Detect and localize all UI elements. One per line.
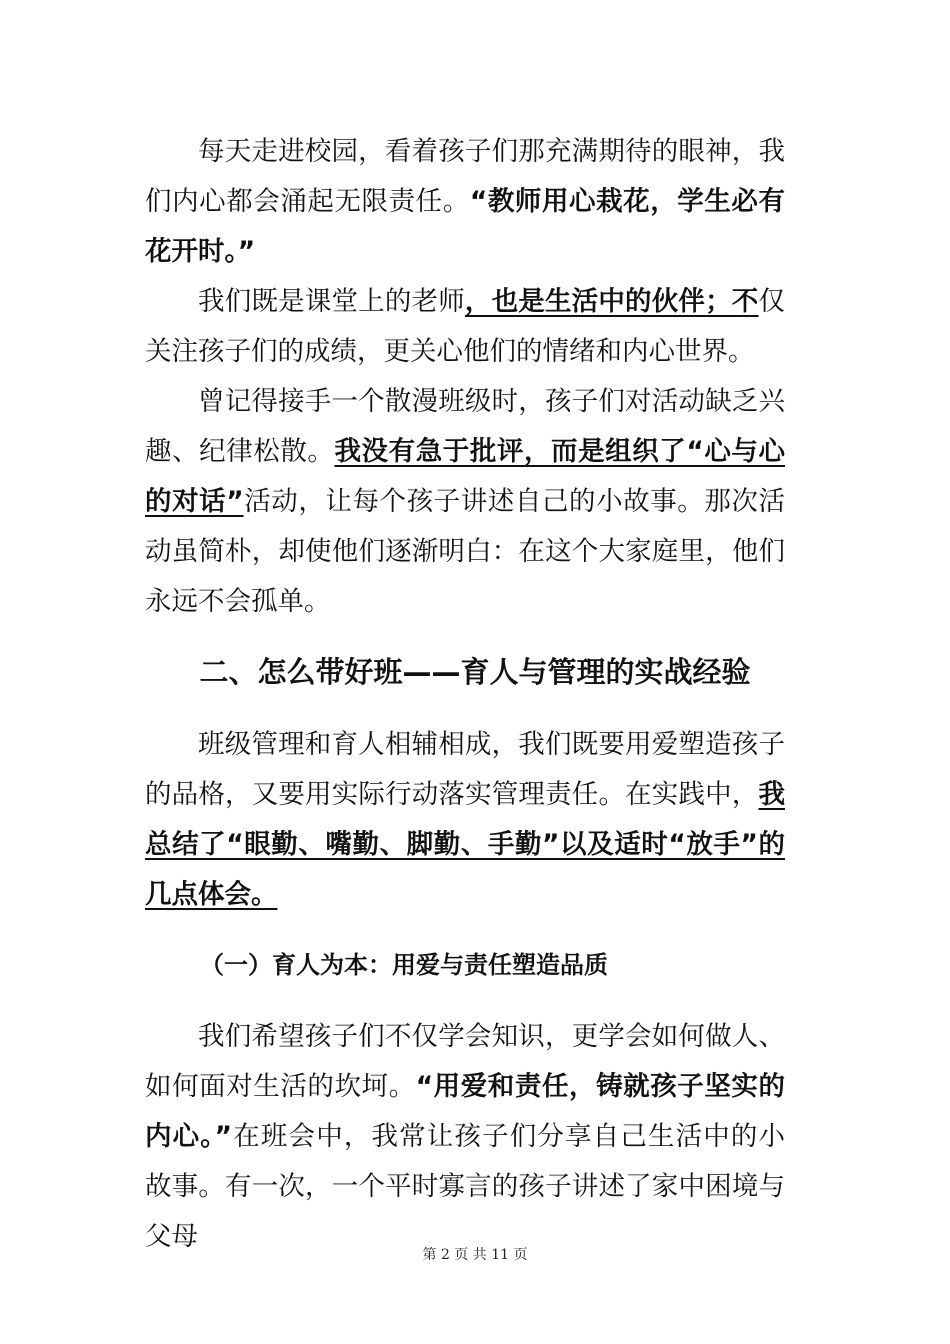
paragraph-2-emphasis: ，也是生活中的伙伴；不 (464, 286, 759, 317)
section-heading: 二、怎么带好班——育人与管理的实战经验 (199, 655, 751, 689)
paragraph-4-text: 班级管理和育人相辅相成，我们既要用爱塑造孩子的品格，又要用实际行动落实管理责任。在实践中， (145, 729, 785, 810)
page-footer: 第 2 页 共 11 页 (422, 1247, 528, 1263)
paragraph-3-emphasis: 我没有急于批评，而是组织了“心与心的对话” (145, 436, 785, 517)
paragraph-2-text-rest: 仅关注孩子们的成绩，更关心他们的情绪和内心世界。 (145, 286, 786, 367)
paragraph-2 (145, 277, 785, 377)
paragraph-3-text-rest: 活动，让每个孩子讲述自己的小故事。那次活动虽简朴，却使他们逐渐明白：在这个大家庭里，他们永远不会孤单。 (145, 486, 785, 617)
paragraph-3 (145, 377, 785, 627)
paragraph-5-quote: “用爱和责任，铸就孩子坚实的内心。” (145, 1071, 785, 1152)
paragraph-1-quote: “教师用心栽花，学生必有花开时。” (145, 186, 785, 267)
paragraph-4 (145, 720, 785, 920)
paragraph-2-text: 我们既是课堂上的老师 (198, 286, 465, 317)
paragraph-1 (145, 127, 785, 277)
paragraph-1-text: 每天走进校园，看着孩子们那充满期待的眼神，我们内心都会涌起无限责任。 (145, 136, 785, 217)
subsection-heading: （一）育人为本：用爱与责任塑造品质 (200, 951, 608, 979)
paragraph-5 (145, 1012, 785, 1262)
paragraph-5-text: 我们希望孩子们不仅学会知识，更学会如何做人、如何面对生活的坎坷。 (145, 1021, 785, 1102)
paragraph-3-text: 曾记得接手一个散漫班级时，孩子们对活动缺乏兴趣、纪律松散。 (145, 386, 785, 467)
paragraph-5-text-rest: 在班会中，我常让孩子们分享自己生活中的小故事。有一次，一个平时寡言的孩子讲述了家中困境与父母 (145, 1121, 786, 1252)
paragraph-4-emphasis: 我总结了“眼勤、嘴勤、脚勤、手勤”以及适时“放手”的几点体会。 (145, 779, 785, 910)
